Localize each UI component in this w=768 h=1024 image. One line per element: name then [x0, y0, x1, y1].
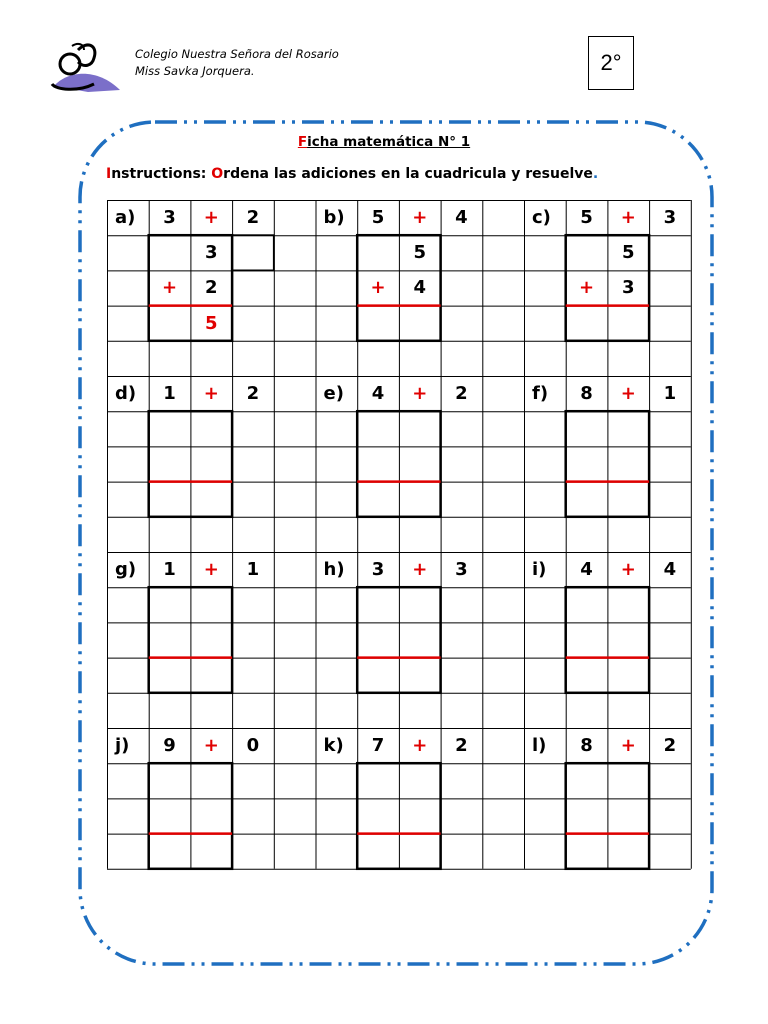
answer-box	[149, 411, 232, 517]
exercise-addend-a: 9	[163, 735, 176, 757]
exercise-plus: +	[412, 207, 428, 229]
exercise-addend-b: 2	[246, 207, 260, 229]
exercise-plus: +	[620, 207, 636, 229]
instructions	[106, 166, 598, 182]
answer-box	[149, 763, 232, 869]
exercise-addend-b: 1	[663, 383, 677, 405]
exercise-addend-a: 1	[163, 559, 176, 581]
title-text: icha matemática N° 1	[307, 134, 471, 150]
filled-plus: +	[370, 277, 386, 299]
exercise-addend-b: 0	[246, 735, 260, 757]
exercise-plus: +	[620, 383, 636, 405]
exercise-label: e)	[323, 383, 344, 405]
exercise-addend-a: 5	[580, 207, 593, 229]
exercise-addend-b: 4	[663, 559, 677, 581]
exercise-addend-b: 3	[455, 559, 468, 581]
exercise-label: f)	[532, 383, 549, 405]
exercise-plus: +	[620, 735, 636, 757]
exercise-addend-b: 2	[663, 735, 677, 757]
exercise-label: h)	[323, 559, 345, 581]
exercise-addend-b: 3	[663, 207, 677, 229]
exercise-addend-b: 2	[246, 383, 260, 405]
filled-plus: +	[161, 277, 178, 299]
exercise-label: a)	[115, 207, 136, 229]
exercise-plus: +	[620, 559, 636, 581]
school-name: Colegio Nuestra Señora del Rosario	[135, 47, 339, 61]
exercise-addend-b: 1	[246, 559, 260, 581]
extra-box	[232, 235, 274, 270]
exercise-addend-a: 3	[163, 207, 176, 229]
filled-top: 5	[621, 242, 635, 264]
exercise-label: c)	[532, 207, 551, 229]
instructions-end: .	[592, 166, 599, 182]
exercise-addend-a: 7	[371, 735, 385, 757]
filled-top: 3	[204, 242, 218, 264]
filled-plus: +	[578, 277, 595, 299]
exercise-label: k)	[323, 735, 344, 757]
instructions-text: rdena las adiciones en la cuadricula y resuelve	[223, 166, 593, 182]
exercise-label: b)	[323, 207, 345, 229]
teacher-name: Miss Savka Jorquera.	[135, 64, 255, 78]
answer-box	[149, 587, 232, 693]
exercise-label: d)	[115, 383, 137, 405]
grade-label: 2°	[600, 50, 622, 75]
exercise-addend-a: 4	[371, 383, 385, 405]
instructions-second-letter: O	[211, 166, 224, 182]
exercise-label: l)	[532, 735, 547, 757]
exercise-plus: +	[412, 559, 428, 581]
exercise-addend-a: 8	[580, 735, 593, 757]
exercise-plus: +	[203, 207, 219, 229]
exercise-addend-b: 4	[455, 207, 468, 229]
filled-result: 5	[204, 312, 218, 334]
exercise-label: g)	[115, 559, 137, 581]
instructions-label: nstructions:	[111, 166, 207, 182]
exercise-plus: +	[203, 559, 219, 581]
exercise-plus: +	[412, 383, 428, 405]
exercise-addend-b: 2	[455, 383, 468, 405]
exercise-addend-a: 5	[371, 207, 385, 229]
exercise-plus: +	[203, 383, 219, 405]
exercise-addend-b: 2	[455, 735, 468, 757]
exercise-label: j)	[115, 735, 130, 757]
exercise-label: i)	[532, 559, 547, 581]
exercise-plus: +	[412, 735, 428, 757]
exercise-addend-a: 4	[580, 559, 593, 581]
exercise-addend-a: 1	[163, 383, 176, 405]
title-first-letter: F	[297, 134, 308, 150]
exercise-addend-a: 8	[580, 383, 593, 405]
exercise-plus: +	[203, 735, 219, 757]
worksheet-title	[0, 134, 768, 150]
exercise-addend-a: 3	[371, 559, 385, 581]
filled-bottom: 2	[204, 277, 218, 299]
filled-bottom: 4	[413, 277, 426, 299]
filled-bottom: 3	[621, 277, 635, 299]
instructions-first-letter: I	[106, 166, 112, 182]
filled-top: 5	[413, 242, 426, 264]
